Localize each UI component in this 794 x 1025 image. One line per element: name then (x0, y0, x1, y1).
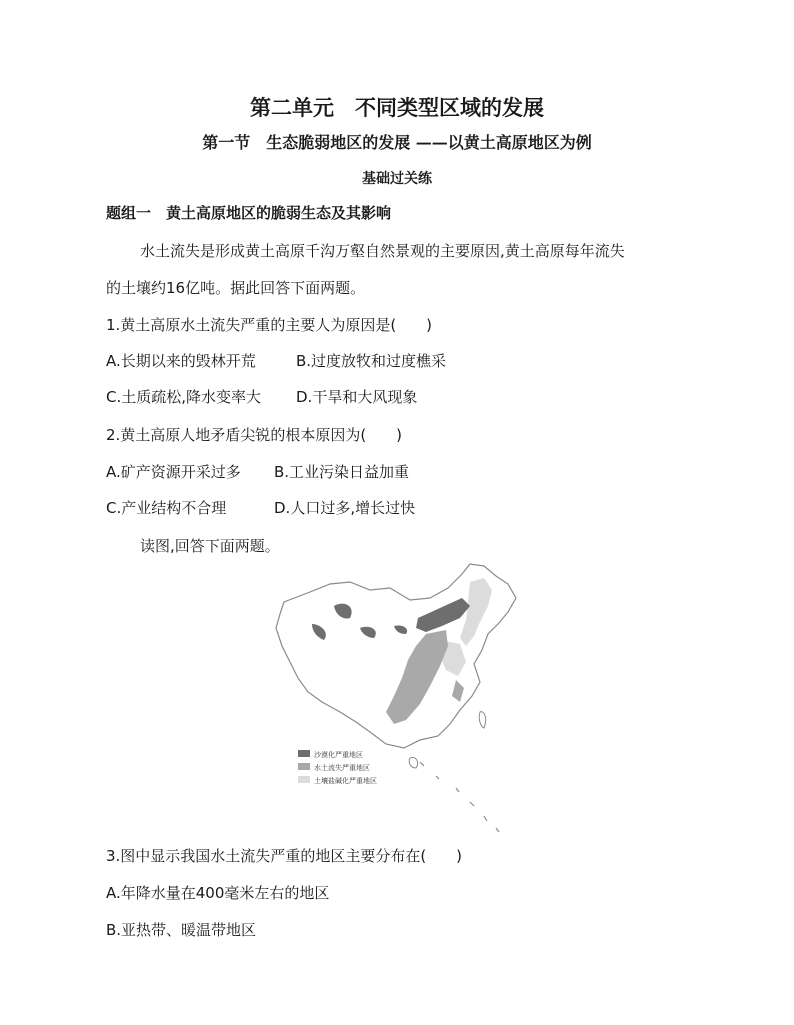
hainan-island (409, 758, 417, 768)
legend-swatch-erosion (298, 763, 310, 770)
question-2-option-b: B.工业污染日益加重 (274, 463, 410, 481)
intro-line-1: 水土流失是形成黄土高原千沟万壑自然景观的主要原因,黄土高原每年流失 (140, 242, 625, 260)
question-1-stem: 1.黄土高原水土流失严重的主要人为原因是( ) (106, 316, 433, 334)
intro-line-2: 的土壤约16亿吨。据此回答下面两题。 (106, 279, 366, 297)
legend-label-desertification: 沙漠化严重地区 (314, 751, 363, 759)
group-title: 题组一 黄土高原地区的脆弱生态及其影响 (106, 204, 392, 222)
legend-label-salinization: 土壤盐碱化严重地区 (314, 777, 377, 785)
section-title: 第一节 生态脆弱地区的发展 ——以黄土高原地区为例 (202, 133, 592, 152)
read-map-instruction: 读图,回答下面两题。 (140, 537, 280, 555)
south-sea-islands (420, 762, 499, 832)
legend-swatch-salinization (298, 776, 310, 783)
question-3-option-a: A.年降水量在400毫米左右的地区 (106, 884, 330, 902)
legend-label-erosion: 水土流失严重地区 (314, 764, 370, 772)
question-3-option-b: B.亚热带、暖温带地区 (106, 921, 257, 939)
question-2-stem: 2.黄土高原人地矛盾尖锐的根本原因为( ) (106, 426, 403, 444)
question-1-option-c: C.土质疏松,降水变率大 (106, 388, 262, 406)
china-map (270, 562, 530, 837)
question-2-option-a: A.矿产资源开采过多 (106, 463, 241, 481)
question-2-option-c: C.产业结构不合理 (106, 499, 227, 517)
unit-title: 第二单元 不同类型区域的发展 (250, 95, 544, 120)
question-1-option-d: D.干旱和大风现象 (296, 388, 418, 406)
taiwan-island (479, 712, 485, 728)
subsection-title: 基础过关练 (362, 171, 432, 187)
question-3-stem: 3.图中显示我国水土流失严重的地区主要分布在( ) (106, 847, 463, 865)
map-legend (298, 750, 377, 785)
question-1-option-b: B.过度放牧和过度樵采 (296, 352, 447, 370)
question-2-option-d: D.人口过多,增长过快 (274, 499, 416, 517)
question-1-option-a: A.长期以来的毁林开荒 (106, 352, 256, 370)
legend-swatch-desertification (298, 750, 310, 757)
